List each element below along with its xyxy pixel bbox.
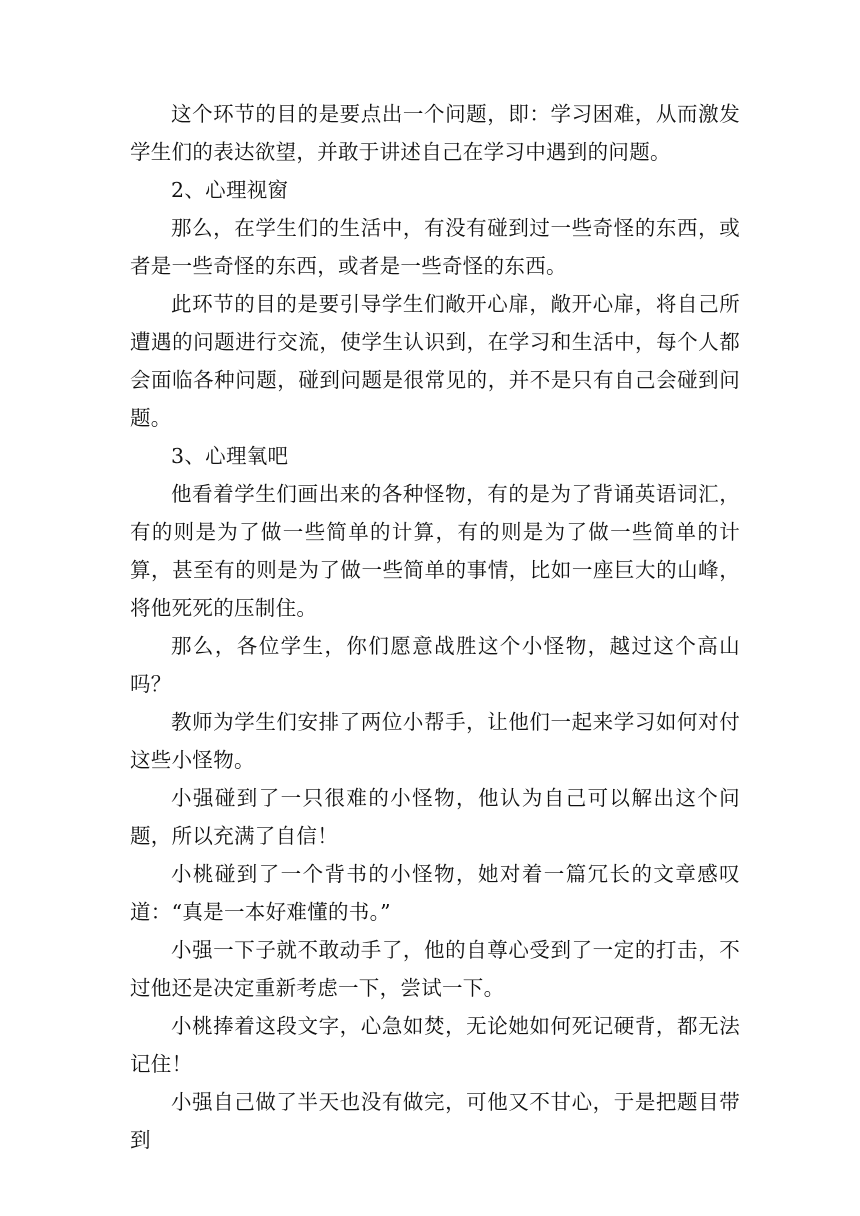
paragraph-1: 这个环节的目的是要点出一个问题，即：学习困难，从而激发学生们的表达欲望，并敢于讲述自己在学习中遇到的问题。 xyxy=(130,102,740,164)
paragraph-2: 那么，在学生们的生活中，有没有碰到过一些奇怪的东西，或者是一些奇怪的东西，或者是一些奇怪的东西。 xyxy=(130,216,740,278)
paragraph-11: 小强自己做了半天也没有做完，可他又不甘心，于是把题目带到 xyxy=(130,1090,740,1152)
paragraph-7: 小强碰到了一只很难的小怪物，他认为自己可以解出这个问题，所以充满了自信！ xyxy=(130,786,740,848)
paragraph-3: 此环节的目的是要引导学生们敞开心扉，敞开心扉，将自己所遭遇的问题进行交流，使学生认识到，在学习和生活中，每个人都会面临各种问题，碰到问题是很常见的，并不是只有自己会碰到问题。 xyxy=(130,292,740,430)
paragraph-8: 小桃碰到了一个背书的小怪物，她对着一篇冗长的文章感叹道：“真是一本好难懂的书。” xyxy=(130,862,740,924)
paragraph-5: 那么，各位学生，你们愿意战胜这个小怪物，越过这个高山吗？ xyxy=(130,634,740,696)
paragraph-10: 小桃捧着这段文字，心急如焚，无论她如何死记硬背，都无法记住！ xyxy=(130,1014,740,1076)
document-body xyxy=(130,95,740,1159)
paragraph-4: 他看着学生们画出来的各种怪物，有的是为了背诵英语词汇，有的则是为了做一些简单的计算，有的则是为了做一些简单的计算，甚至有的则是为了做一些简单的事情，比如一座巨大的山峰，将他死死的压制住。 xyxy=(130,482,740,620)
paragraph-9: 小强一下子就不敢动手了，他的自尊心受到了一定的打击，不过他还是决定重新考虑一下，尝试一下。 xyxy=(130,938,740,1000)
section-heading-3: 3、心理氧吧 xyxy=(171,444,289,468)
section-heading-2: 2、心理视窗 xyxy=(171,178,289,202)
paragraph-6: 教师为学生们安排了两位小帮手，让他们一起来学习如何对付这些小怪物。 xyxy=(130,710,740,772)
